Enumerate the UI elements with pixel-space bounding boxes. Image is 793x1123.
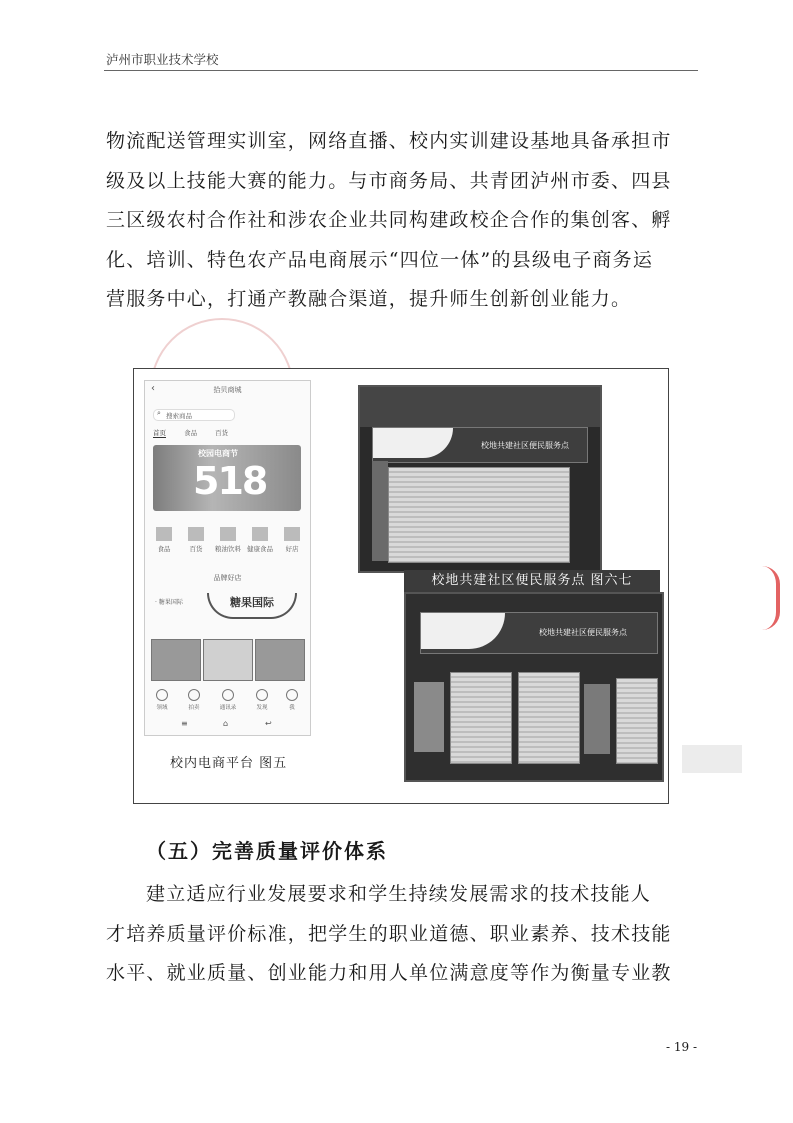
home-icon: ⌂	[223, 719, 229, 728]
nav-icon	[188, 689, 200, 701]
paragraph-1	[106, 122, 696, 320]
brand-subtitle: · 糖果国际	[155, 599, 183, 606]
nav-icon	[286, 689, 298, 701]
photo-foliage	[360, 387, 600, 427]
category-icon	[220, 527, 236, 541]
rolling-shutter	[388, 467, 570, 563]
paragraph-1-line: 三区级农村合作社和涉农企业共同构建政校企合作的集创客、孵	[106, 209, 672, 231]
paragraph-1-line: 级及以上技能大赛的能力。与市商务局、共青团泸州市委、四县	[106, 169, 672, 192]
product-card	[203, 639, 253, 681]
nav-item: 发现	[249, 689, 275, 711]
product-row	[151, 639, 305, 679]
poster-board	[414, 682, 444, 752]
search-icon: ⌕	[157, 409, 161, 417]
scan-artifact	[682, 745, 742, 773]
brand-logo: 糖果国际	[207, 593, 297, 619]
paragraph-1-line: 物流配送管理实训室，网络直播、校内实训建设基地具备承担市	[106, 130, 672, 152]
header-school-name: 泸州市职业技术学校	[106, 52, 219, 67]
category-item: 健康食品	[247, 527, 273, 553]
nav-icon	[222, 689, 234, 701]
nav-icon	[256, 689, 268, 701]
figure-6-7-caption: 校地共建社区便民服务点 图六七	[404, 570, 660, 592]
service-point-photo-2	[404, 592, 664, 782]
red-edge-mark	[762, 566, 780, 630]
category-item: 百货	[183, 527, 209, 553]
nav-icon	[156, 689, 168, 701]
rolling-shutter	[450, 672, 512, 764]
rolling-shutter	[518, 672, 580, 764]
promo-banner	[153, 445, 301, 511]
back-icon: ↩	[265, 719, 272, 728]
category-icon	[156, 527, 172, 541]
rolling-shutter	[616, 678, 658, 764]
product-card	[151, 639, 201, 681]
nav-item: 拍卖	[181, 689, 207, 711]
nav-item: 领域	[149, 689, 175, 711]
nav-item: 我	[279, 689, 305, 711]
sign-logo-area	[373, 428, 453, 458]
menu-icon: ≡	[181, 719, 188, 728]
figure-5-caption: 校内电商平台 图五	[170, 756, 288, 771]
section-heading: （五）完善质量评价体系	[146, 839, 388, 863]
sign-logo-area	[421, 613, 505, 649]
category-icon	[284, 527, 300, 541]
app-bottom-nav	[145, 689, 310, 713]
app-search-input	[153, 409, 235, 421]
shop-sign	[372, 427, 588, 463]
header-rule	[104, 70, 698, 71]
shop-wall	[372, 461, 388, 561]
brand-section-title: 品牌好店	[213, 574, 242, 582]
banner-title: 校园电商节	[198, 449, 238, 458]
app-tab: 食品	[184, 429, 198, 437]
app-tab: 百货	[215, 429, 229, 437]
banner-number: 518	[193, 459, 267, 503]
paragraph-2	[106, 875, 696, 994]
paragraph-2-line: 才培养质量评价标准，把学生的职业道德、职业素养、技术技能	[106, 922, 672, 945]
poster-board	[584, 684, 610, 754]
search-placeholder: 搜索商品	[166, 412, 192, 420]
category-icon	[252, 527, 268, 541]
app-top-bar	[145, 381, 310, 397]
paragraph-2-line: 建立适应行业发展要求和学生持续发展需求的技术技能人	[146, 883, 652, 905]
category-item: 好店	[279, 527, 305, 553]
category-item: 粮油饮料	[215, 527, 241, 553]
sign-text: 校地共建社区便民服务点	[539, 628, 627, 637]
chevron-left-icon: ‹	[151, 383, 155, 394]
paragraph-1-line: 营服务中心，打通产教融合渠道，提升师生创新创业能力。	[106, 288, 632, 310]
shop-sign	[420, 612, 658, 654]
page-number: - 19 -	[666, 1040, 698, 1054]
app-tab: 首页	[153, 429, 166, 437]
category-row	[151, 527, 307, 557]
service-point-photo-1	[358, 385, 602, 573]
sign-text: 校地共建社区便民服务点	[481, 441, 569, 450]
paragraph-1-line: 化、培训、特色农产品电商展示“四位一体”的县级电子商务运	[106, 248, 654, 271]
system-nav-bar	[145, 719, 310, 731]
ecommerce-app-screenshot	[144, 380, 311, 736]
product-card	[255, 639, 305, 681]
nav-item: 通讯录	[215, 689, 241, 711]
category-icon	[188, 527, 204, 541]
app-title: 拾贝商城	[213, 386, 242, 394]
app-tabs	[153, 428, 303, 438]
category-item: 食品	[151, 527, 177, 553]
paragraph-2-line: 水平、就业质量、创业能力和用人单位满意度等作为衡量专业教	[106, 962, 672, 984]
